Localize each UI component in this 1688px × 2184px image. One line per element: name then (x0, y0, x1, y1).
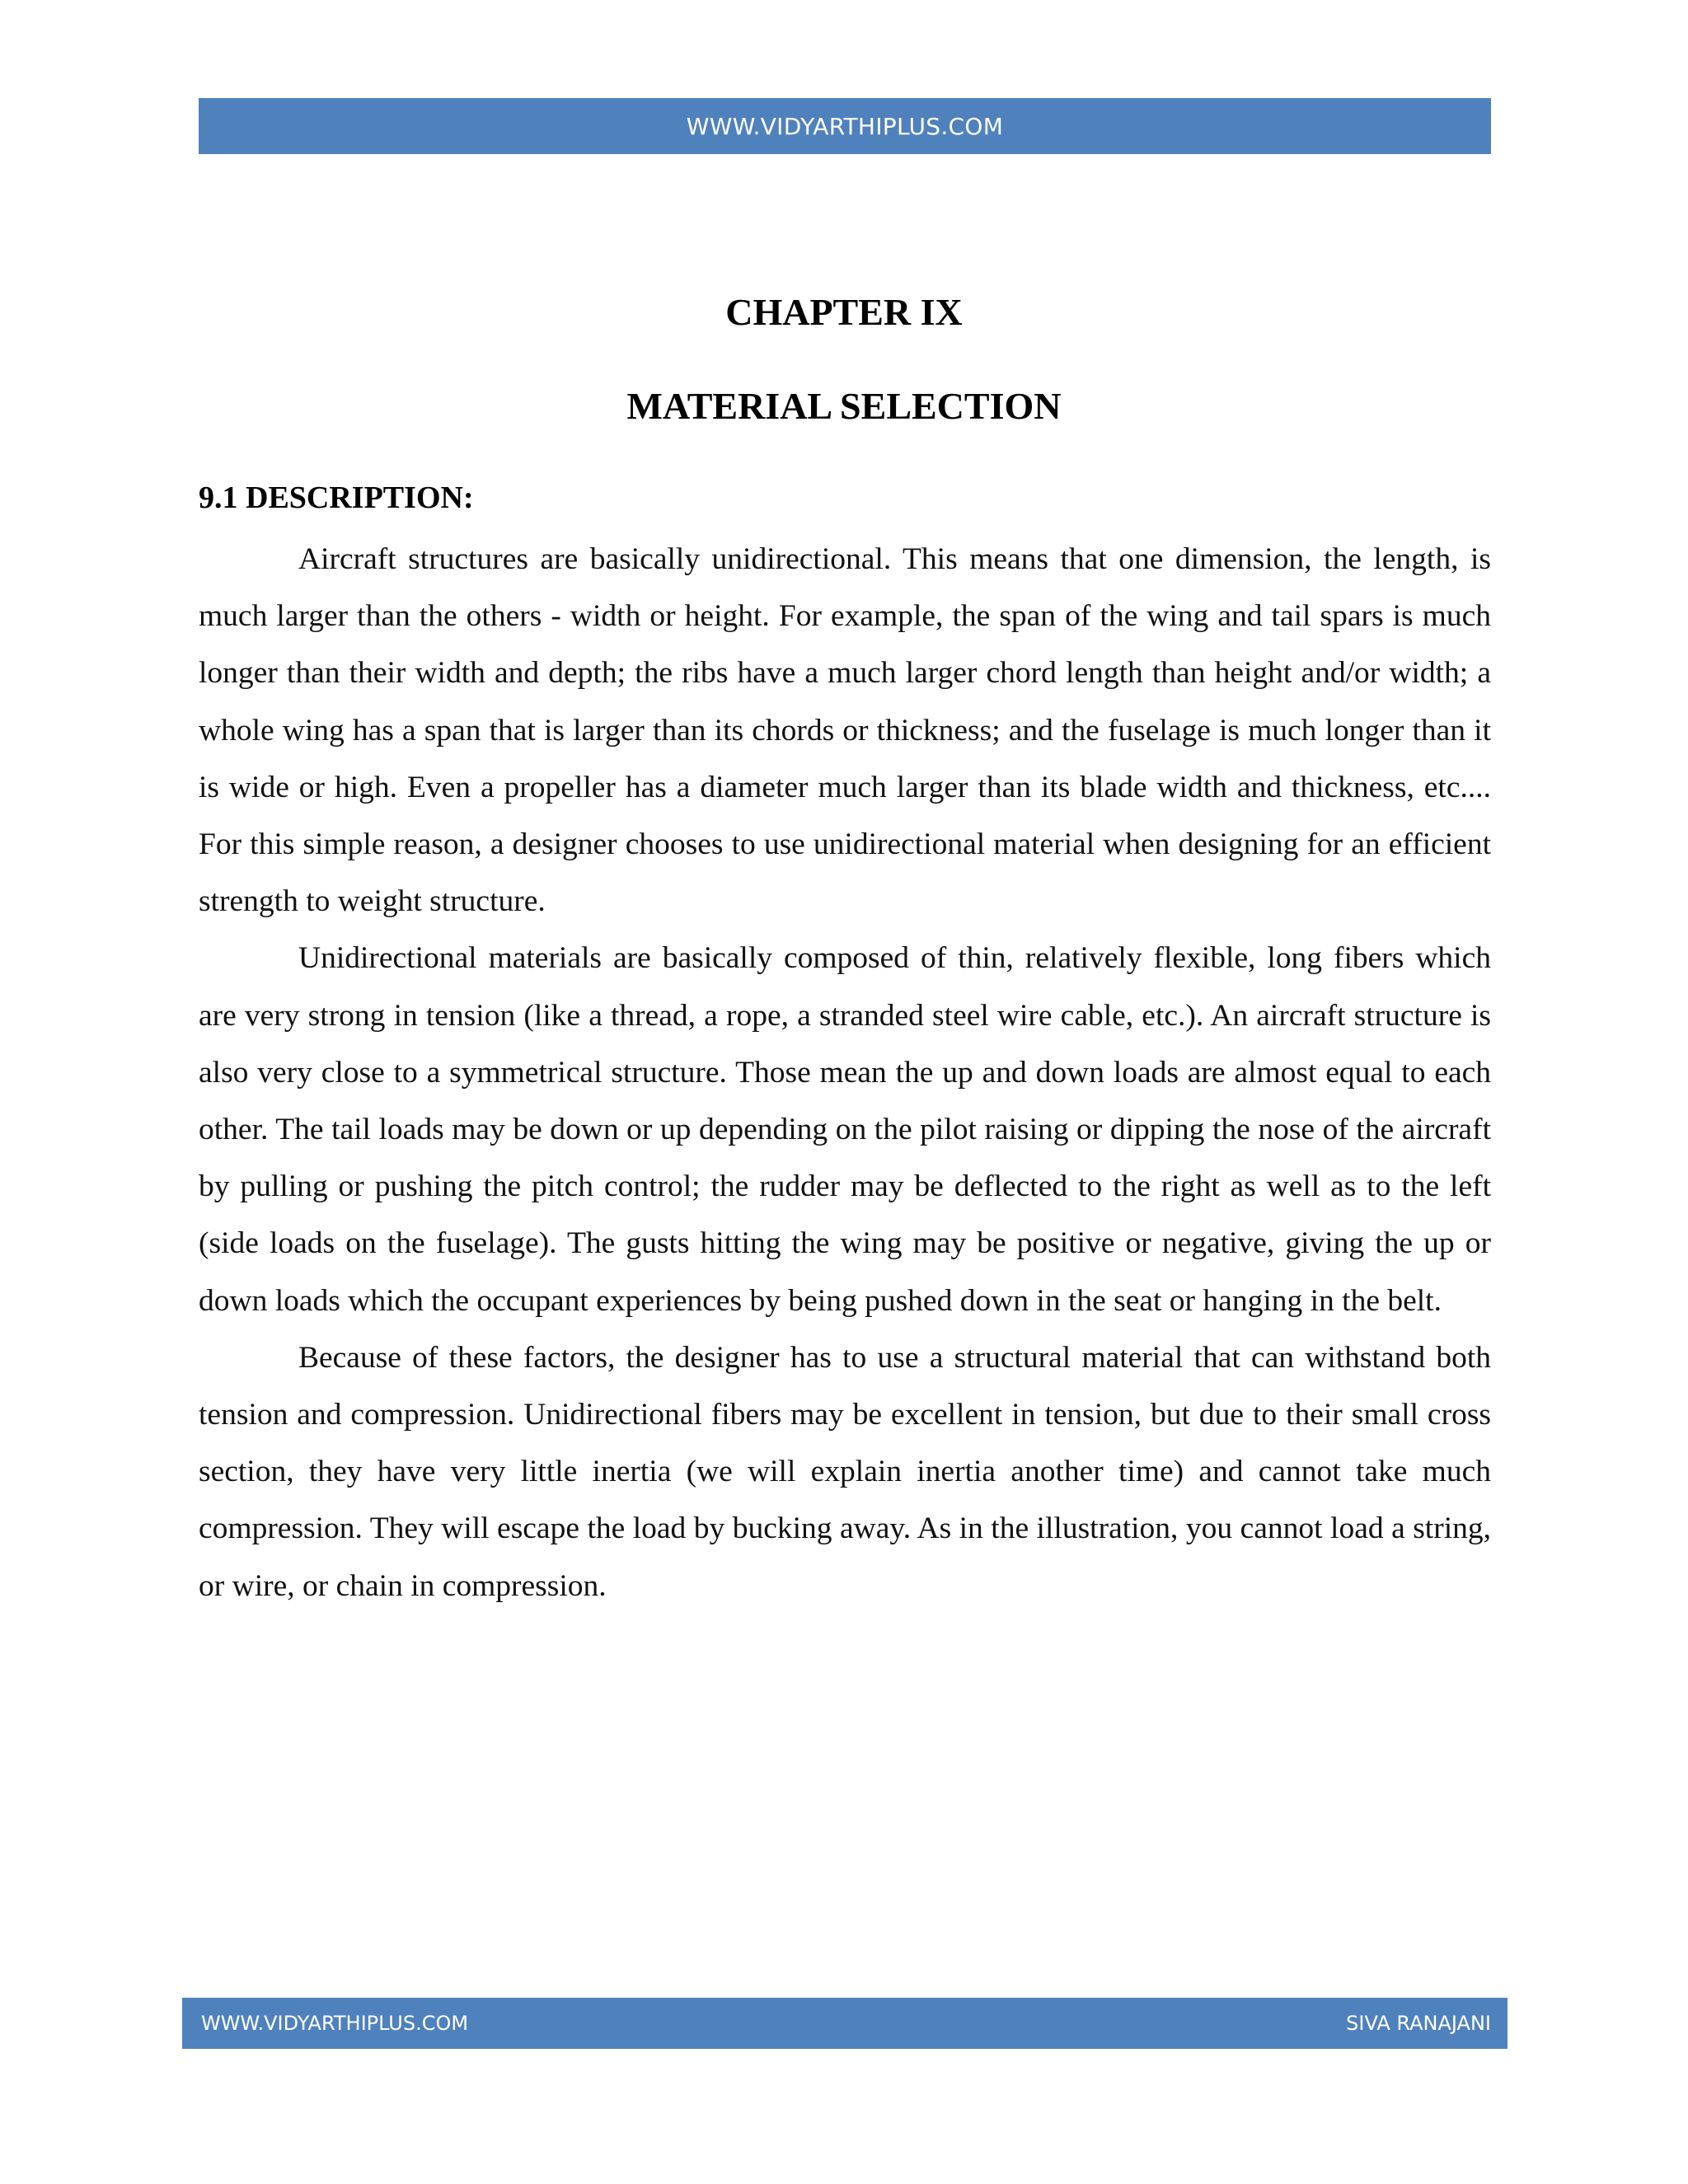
header-url: WWW.VIDYARTHIPLUS.COM (686, 112, 1004, 140)
page-title: MATERIAL SELECTION (626, 385, 1062, 427)
chapter-heading: CHAPTER IX (725, 291, 963, 333)
paragraph-3: Because of these factors, the designer has to use a structural material that can withstand both tension and compression. Unidirectional fibers may be excellent in tension, but due to their small cross section, they have very little inertia (we will explain inertia another time) and cannot take much compression. They will escape the load by bucking away. As in the illustration, you cannot load a string, or wire, or chain in compression. (199, 1340, 1491, 1603)
footer-author: SIVA RANAJANI (1346, 2012, 1491, 2035)
paragraph-1: Aircraft structures are basically unidirectional. This means that one dimension, the length, is much larger than the others - width or height. For example, the span of the wing and tail spars is much longer than their width and depth; the ribs have a much larger chord length than height and/or width; a whole wing has a span that is larger than its chords or thickness; and the fuselage is much longer than it is wide or high. Even a propeller has a diameter much larger than its blade width and thickness, etc.... For this simple reason, a designer chooses to use unidirectional material when designing for an efficient strength to weight structure. (199, 542, 1491, 919)
paragraph-2: Unidirectional materials are basically composed of thin, relatively flexible, long fibers which are very strong in tension (like a thread, a rope, a stranded steel wire cable, etc.). An aircraft structure is also very close to a symmetrical structure. Those mean the up and down loads are almost equal to each other. The tail loads may be down or up depending on the pilot raising or dipping the nose of the aircraft by pulling or pushing the pitch control; the rudder may be deflected to the right as well as to the left (side loads on the fuselage). The gusts hitting the wing may be positive or negative, giving the up or down loads which the occupant experiences by being pushed down in the seat or hanging in the belt. (199, 941, 1491, 1318)
header-banner (199, 98, 1491, 154)
footer-banner (182, 1998, 1507, 2049)
body-text (199, 531, 1491, 1615)
footer-url: WWW.VIDYARTHIPLUS.COM (201, 2012, 469, 2035)
section-heading: 9.1 DESCRIPTION: (199, 480, 474, 515)
